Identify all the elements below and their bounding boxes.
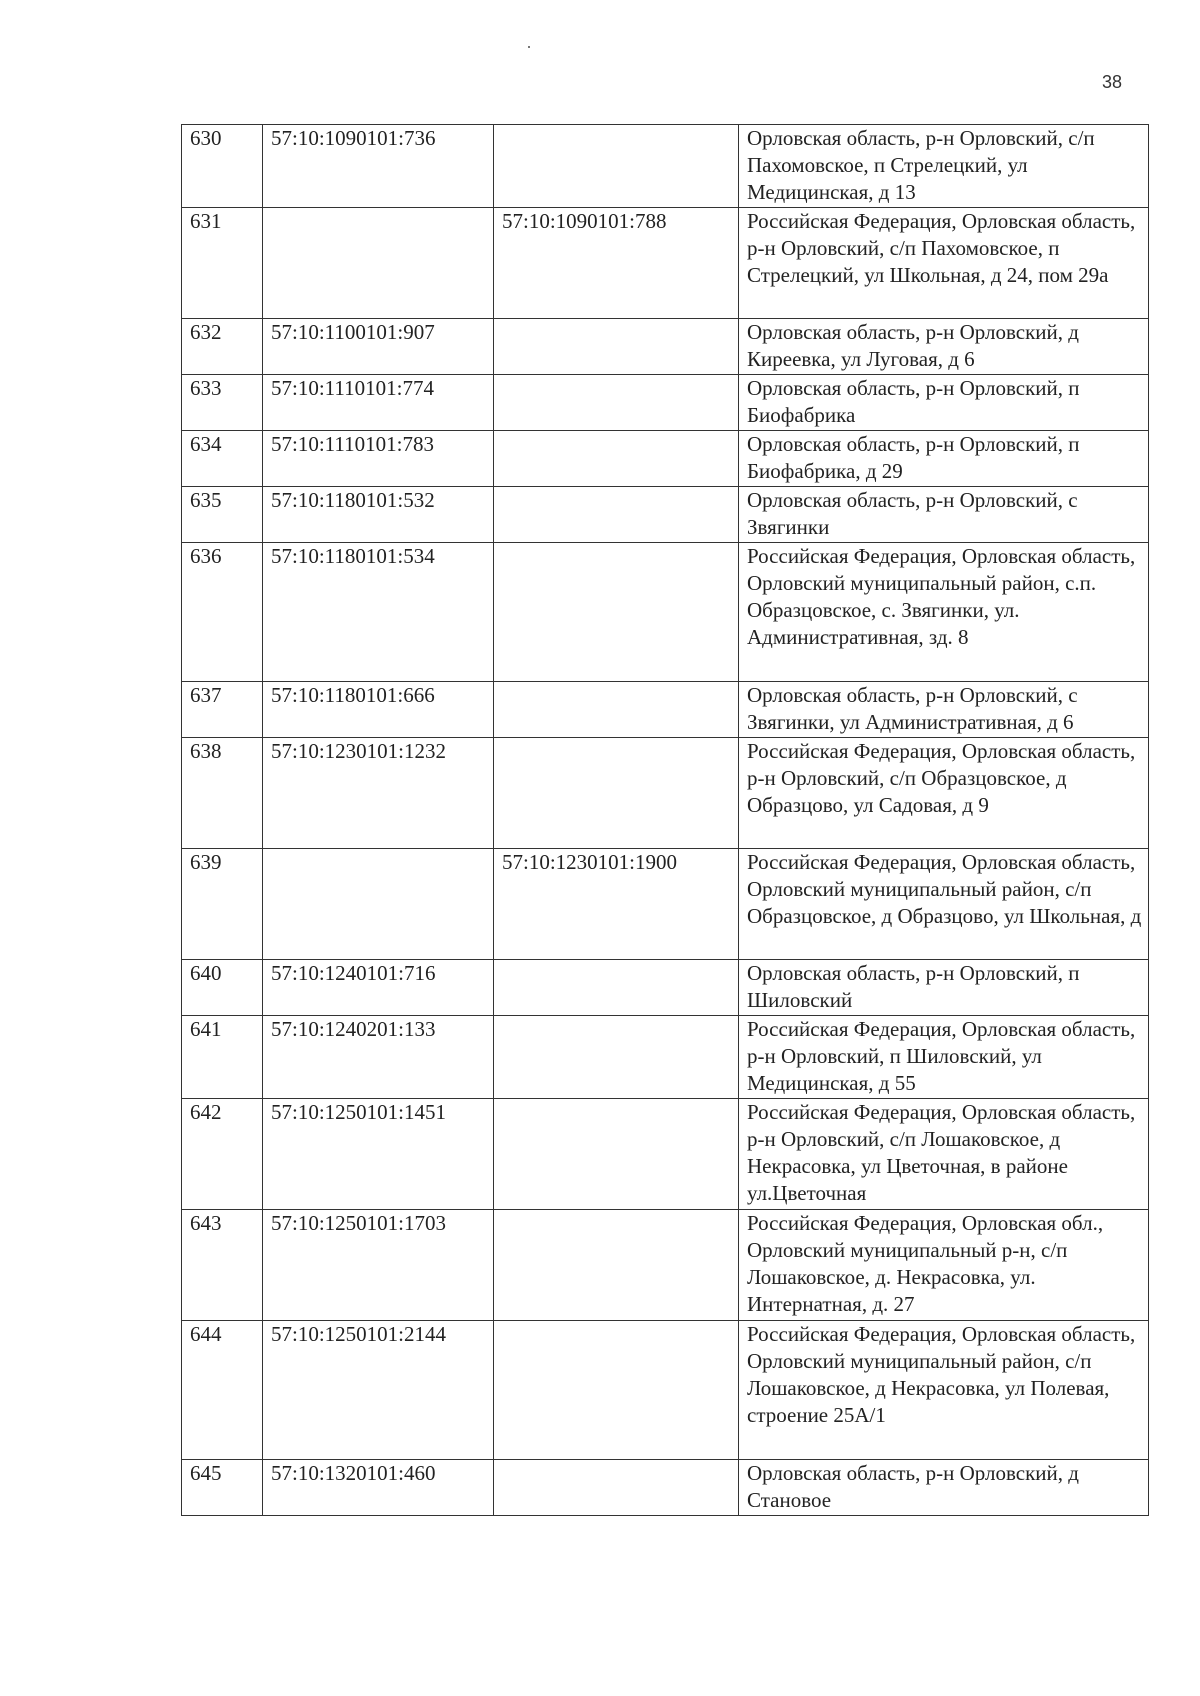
building-number-cell [494,543,739,682]
row-number-cell: 633 [182,375,263,431]
row-number-cell: 642 [182,1099,263,1210]
address-cell: Орловская область, р-н Орловский, с/п Пахомовское, п Стрелецкий, ул Медицинская, д 13 [739,125,1149,208]
table-row [182,125,1149,208]
row-number-cell: 643 [182,1210,263,1321]
row-number-cell: 639 [182,849,263,960]
registry-table-body [182,125,1149,1516]
table-row [182,487,1149,543]
cadastral-number-cell: 57:10:1250101:1703 [263,1210,494,1321]
cadastral-number-cell: 57:10:1240201:133 [263,1016,494,1099]
row-number-cell: 636 [182,543,263,682]
cadastral-number-cell: 57:10:1090101:736 [263,125,494,208]
row-number-cell: 635 [182,487,263,543]
row-number-cell: 632 [182,319,263,375]
address-cell: Российская Федерация, Орловская обл., Орловский муниципальный р-н, с/п Лошаковское, д. Некрасовка, ул. Интернатная, д. 27 [739,1210,1149,1321]
building-number-cell [494,1210,739,1321]
table-row [182,1210,1149,1321]
building-number-cell [494,1321,739,1460]
registry-table [181,124,1149,1516]
cadastral-number-cell [263,849,494,960]
row-number-cell: 640 [182,960,263,1016]
address-cell: Российская Федерация, Орловская область, Орловский муниципальный район, с/п Лошаковское, д Некрасовка, ул Полевая, строение 25А/1 [739,1321,1149,1460]
row-number-cell: 637 [182,682,263,738]
table-row [182,319,1149,375]
table-row [182,1016,1149,1099]
table-row [182,375,1149,431]
building-number-cell [494,375,739,431]
address-cell: Орловская область, р-н Орловский, д Киреевка, ул Луговая, д 6 [739,319,1149,375]
cadastral-number-cell: 57:10:1110101:783 [263,431,494,487]
address-cell: Российская Федерация, Орловская область, Орловский муниципальный район, с/п Образцовское, д Образцово, ул Школьная, д [739,849,1149,960]
address-cell: Российская Федерация, Орловская область, р-н Орловский, с/п Образцовское, д Образцово, ул Садовая, д 9 [739,738,1149,849]
address-cell: Орловская область, р-н Орловский, п Биофабрика [739,375,1149,431]
building-number-cell [494,738,739,849]
row-number-cell: 630 [182,125,263,208]
row-number-cell: 634 [182,431,263,487]
building-number-cell [494,487,739,543]
building-number-cell [494,960,739,1016]
address-cell: Российская Федерация, Орловская область, Орловский муниципальный район, с.п. Образцовское, с. Звягинки, ул. Административная, зд. 8 [739,543,1149,682]
row-number-cell: 641 [182,1016,263,1099]
building-number-cell [494,1099,739,1210]
cadastral-number-cell: 57:10:1250101:1451 [263,1099,494,1210]
address-cell: Орловская область, р-н Орловский, п Биофабрика, д 29 [739,431,1149,487]
address-cell: Орловская область, р-н Орловский, д Становое [739,1460,1149,1516]
cadastral-number-cell: 57:10:1110101:774 [263,375,494,431]
address-cell: Российская Федерация, Орловская область, р-н Орловский, с/п Пахомовское, п Стрелецкий, ул Школьная, д 24, пом 29а [739,208,1149,319]
table-row [182,849,1149,960]
address-cell: Орловская область, р-н Орловский, п Шиловский [739,960,1149,1016]
cadastral-number-cell: 57:10:1100101:907 [263,319,494,375]
building-number-cell: 57:10:1090101:788 [494,208,739,319]
cadastral-number-cell: 57:10:1240101:716 [263,960,494,1016]
row-number-cell: 645 [182,1460,263,1516]
table-row [182,1321,1149,1460]
cadastral-number-cell [263,208,494,319]
cadastral-number-cell: 57:10:1180101:532 [263,487,494,543]
row-number-cell: 638 [182,738,263,849]
table-row [182,960,1149,1016]
page-number: 38 [1102,72,1123,92]
building-number-cell [494,319,739,375]
building-number-cell [494,1016,739,1099]
address-cell: Российская Федерация, Орловская область, р-н Орловский, п Шиловский, ул Медицинская, д 55 [739,1016,1149,1099]
cadastral-number-cell: 57:10:1180101:666 [263,682,494,738]
row-number-cell: 631 [182,208,263,319]
building-number-cell [494,431,739,487]
building-number-cell [494,1460,739,1516]
scan-speck [528,46,530,48]
table-row [182,1099,1149,1210]
table-row [182,543,1149,682]
address-cell: Орловская область, р-н Орловский, с Звягинки, ул Административная, д 6 [739,682,1149,738]
table-row [182,208,1149,319]
table-row [182,738,1149,849]
cadastral-number-cell: 57:10:1320101:460 [263,1460,494,1516]
row-number-cell: 644 [182,1321,263,1460]
cadastral-number-cell: 57:10:1250101:2144 [263,1321,494,1460]
building-number-cell [494,125,739,208]
address-cell: Орловская область, р-н Орловский, с Звягинки [739,487,1149,543]
table-row [182,682,1149,738]
table-row [182,431,1149,487]
address-cell: Российская Федерация, Орловская область, р-н Орловский, с/п Лошаковское, д Некрасовка, ул Цветочная, в районе ул.Цветочная [739,1099,1149,1210]
cadastral-number-cell: 57:10:1180101:534 [263,543,494,682]
table-row [182,1460,1149,1516]
cadastral-number-cell: 57:10:1230101:1232 [263,738,494,849]
building-number-cell: 57:10:1230101:1900 [494,849,739,960]
building-number-cell [494,682,739,738]
